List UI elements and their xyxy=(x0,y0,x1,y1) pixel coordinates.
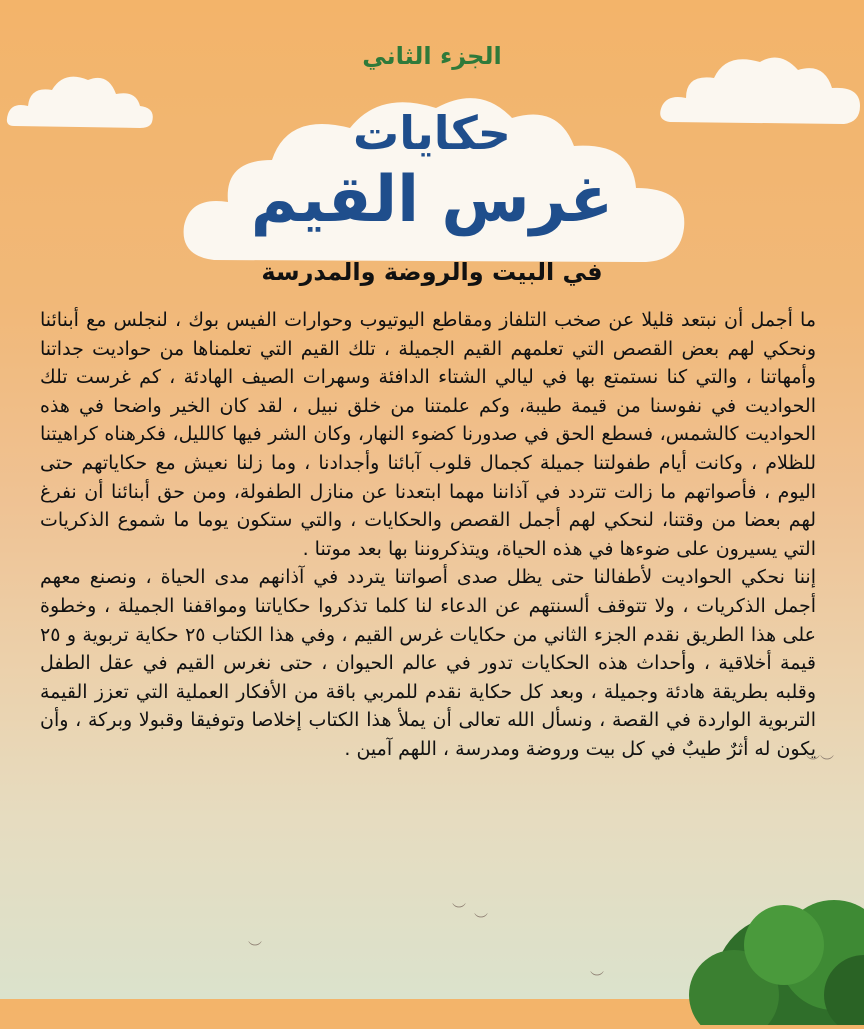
back-cover-text xyxy=(40,306,816,764)
paragraph-1: ما أجمل أن نبتعد قليلا عن صخب التلفاز ومقاطع اليوتيوب وحوارات الفيس بوك ، لنجلس مع أبنائنا ونحكي لهم بعض القصص التي تعلمهم القيم الجميلة ، تلك القيم التي تعلمناها من حواديت جداتنا وأمهاتنا ، والتي كنا نستمتع بها في ليالي الشتاء الدافئة وسهرات الصيف الهادئة ، كم غرست تلك الحواديت في نفوسنا من قيمة طيبة، وكم علمتنا من خلق نبيل ، لقد كان الخير واضحا في هذه الحواديت كالشمس، فسطع الحق في صدورنا كضوء النهار، وكان الشر فيها كالليل، فكرهناه كراهيتنا للظلام ، وكانت أيام طفولتنا جميلة كجمال قلوب آبائنا وأجدادنا ، وما زلنا نعيش مع حكاياتهم حتى اليوم ، فأصواتهم ما زالت تتردد في آذاننا مهما ابتعدنا عن منازل الطفولة، ومن حق أبنائنا أن نفرغ لهم بعضا من وقتنا، لنحكي لهم أجمل القصص والحكايات ، والتي ستكون يوما ما شموع الذكريات التي يسيرون على ضوءها في هذه الحياة، ويتذكروننا بها بعد موتنا . xyxy=(40,309,816,560)
bird-icon: ︶︶ xyxy=(806,755,834,771)
bird-icon: ︶ xyxy=(474,913,488,929)
bird-icon: ︶ xyxy=(452,903,466,919)
paragraph-2: إننا نحكي الحواديت لأطفالنا حتى يظل صدى أصواتنا يتردد في آذانهم مدى الحياة ، ونصنع معهم أجمل الذكريات ، ولا تتوقف ألسنتهم عن الدعاء لنا كلما تذكروا حكاياتنا ومواقفنا الجميلة ، وخطوة على هذا الطريق نقدم الجزء الثاني من حكايات غرس القيم ، وفي هذا الكتاب ٢٥ حكاية تربوية و ٢٥ قيمة أخلاقية ، وأحداث هذه الحكايات تدور في عالم الحيوان ، حتى نغرس القيم في عقل الطفل وقلبه بطريقة هادئة وجميلة ، وبعد كل حكاية نقدم للمربي باقة من الأفكار العملية التي تعزز القيمة التربوية الواردة في القصة ، ونسأل الله تعالى أن يملأ هذا الكتاب إخلاصا وتوفيقا وقبولا وبركة ، وأن يكون له أثرٌ طيبٌ في كل بيت وروضة ومدرسة ، اللهم آمين . xyxy=(40,566,816,760)
book-title-line1: حكايات xyxy=(353,106,511,160)
bird-icon: ︶ xyxy=(248,941,262,957)
book-title-line2: غرس القيم xyxy=(250,163,614,237)
book-subtitle: في البيت والروضة والمدرسة xyxy=(261,258,603,286)
bird-icon: ︶ xyxy=(590,971,604,987)
tree-illustration xyxy=(664,875,864,1029)
volume-label: الجزء الثاني xyxy=(362,42,502,70)
